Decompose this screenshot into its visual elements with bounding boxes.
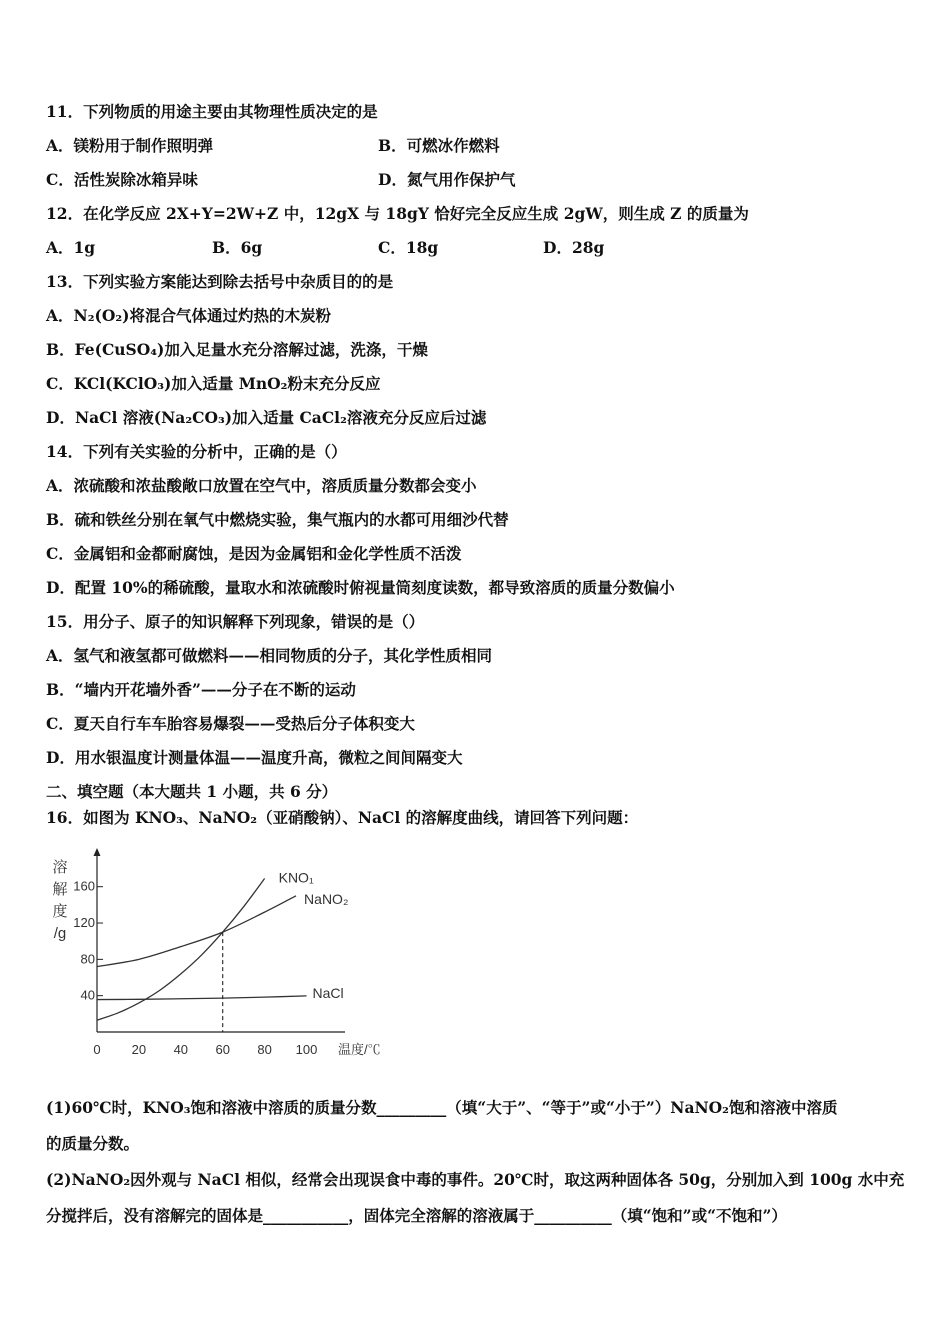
q15-option-c: C．夏天自行车车胎容易爆裂——受热后分子体积变大 [46, 714, 415, 733]
x-tick-label: 0 [93, 1042, 101, 1057]
q13-option-a: A．N₂(O₂)将混合气体通过灼热的木炭粉 [46, 306, 331, 325]
q11-option-d: D．氮气用作保护气 [378, 170, 516, 189]
q14-option-b: B．硫和铁丝分别在氧气中燃烧实验，集气瓶内的水都可用细沙代替 [46, 510, 509, 529]
q12-option-a: A．1g [46, 238, 96, 257]
series-label-1: NaNO₂ [304, 890, 349, 907]
y-axis-label: 度 [52, 903, 68, 920]
q14-option-a: A．浓硫酸和浓盐酸敞口放置在空气中，溶质质量分数都会变小 [46, 476, 477, 495]
q16-part2-line2: 分搅拌后，没有溶解完的固体是___________，固体完全溶解的溶液属于__________（填“饱和”或“不饱和”） [46, 1206, 787, 1225]
q16-part1 [46, 1090, 916, 1162]
q12-option-d: D．28g [543, 238, 605, 257]
q15-option-a: A．氢气和液氢都可做燃料——相同物质的分子，其化学性质相同 [46, 646, 493, 665]
series-label-0: KNO₁ [278, 869, 314, 886]
q13-option-d: D．NaCl 溶液(Na₂CO₃)加入适量 CaCl₂溶液充分反应后过滤 [46, 408, 487, 427]
q12-option-c: C．18g [378, 238, 439, 257]
y-axis-label: 溶 [52, 859, 68, 876]
q14-option-c: C．金属铝和金都耐腐蚀，是因为金属铝和金化学性质不活泼 [46, 544, 462, 563]
q15-option-b: B．“墙内开花墙外香”——分子在不断的运动 [46, 680, 356, 699]
q11-option-b: B．可燃冰作燃料 [378, 136, 500, 155]
chart-curves [97, 879, 307, 1032]
q15-stem: 15．用分子、原子的知识解释下列现象，错误的是（） [46, 612, 425, 631]
q11-option-c: C．活性炭除冰箱异味 [46, 170, 198, 189]
series-line-1 [97, 896, 296, 967]
x-tick-label: 40 [173, 1042, 189, 1057]
q16-part1-line1: (1)60℃时，KNO₃饱和溶液中溶质的质量分数_________（填“大于”、“等于”或“小于”）NaNO₂饱和溶液中溶质 [46, 1098, 838, 1117]
q11-option-a: A．镁粉用于制作照明弹 [46, 136, 214, 155]
q14-option-d: D．配置 10%的稀硫酸，量取水和浓硫酸时俯视量筒刻度读数，都导致溶质的质量分数偏小 [46, 578, 675, 597]
y-axis-label: /g [53, 925, 67, 942]
x-tick-label: 60 [215, 1042, 230, 1057]
q13-stem: 13．下列实验方案能达到除去括号中杂质目的的是 [46, 272, 394, 291]
q13-option-b: B．Fe(CuSO₄)加入足量水充分溶解过滤，洗涤，干燥 [46, 340, 428, 359]
series-label-2: NaCl [312, 984, 344, 1001]
x-tick-label: 80 [257, 1042, 272, 1057]
q14-stem: 14．下列有关实验的分析中，正确的是（） [46, 442, 347, 461]
y-tick-label: 160 [73, 878, 95, 894]
solubility-chart [40, 842, 410, 1082]
x-tick-label: 100 [295, 1042, 318, 1057]
q12-stem: 12．在化学反应 2X+Y=2W+Z 中，12gX 与 18gY 恰好完全反应生成 2gW，则生成 Z 的质量为 [46, 204, 749, 223]
q16-stem: 16．如图为 KNO₃、NaNO₂（亚硝酸钠）、NaCl 的溶解度曲线，请回答下列问题： [46, 808, 639, 827]
y-tick-label: 80 [80, 951, 95, 967]
series-line-2 [97, 996, 307, 1000]
q13-option-c: C．KCl(KClO₃)加入适量 MnO₂粉末充分反应 [46, 374, 381, 393]
y-tick-label: 40 [80, 987, 95, 1003]
y-axis-arrow [94, 848, 101, 856]
y-axis-label: 解 [52, 881, 68, 898]
q12-option-b: B．6g [212, 238, 263, 257]
q16-part2 [46, 1162, 916, 1234]
chart-labels [52, 859, 380, 1057]
q16-part1-line2: 的质量分数。 [46, 1134, 140, 1153]
q16-part2-line1: (2)NaNO₂因外观与 NaCl 相似，经常会出现误食中毒的事件。20℃时，取这两种固体各 50g，分别加入到 100g 水中充 [46, 1170, 905, 1189]
x-axis-label: 温度/℃ [338, 1042, 381, 1057]
q11-stem: 11．下列物质的用途主要由其物理性质决定的是 [46, 102, 378, 121]
x-tick-label: 20 [131, 1042, 147, 1057]
q15-option-d: D．用水银温度计测量体温——温度升高，微粒之间间隔变大 [46, 748, 463, 767]
y-tick-label: 120 [73, 915, 95, 931]
section-heading: 二、填空题（本大题共 1 小题，共 6 分） [46, 782, 338, 801]
